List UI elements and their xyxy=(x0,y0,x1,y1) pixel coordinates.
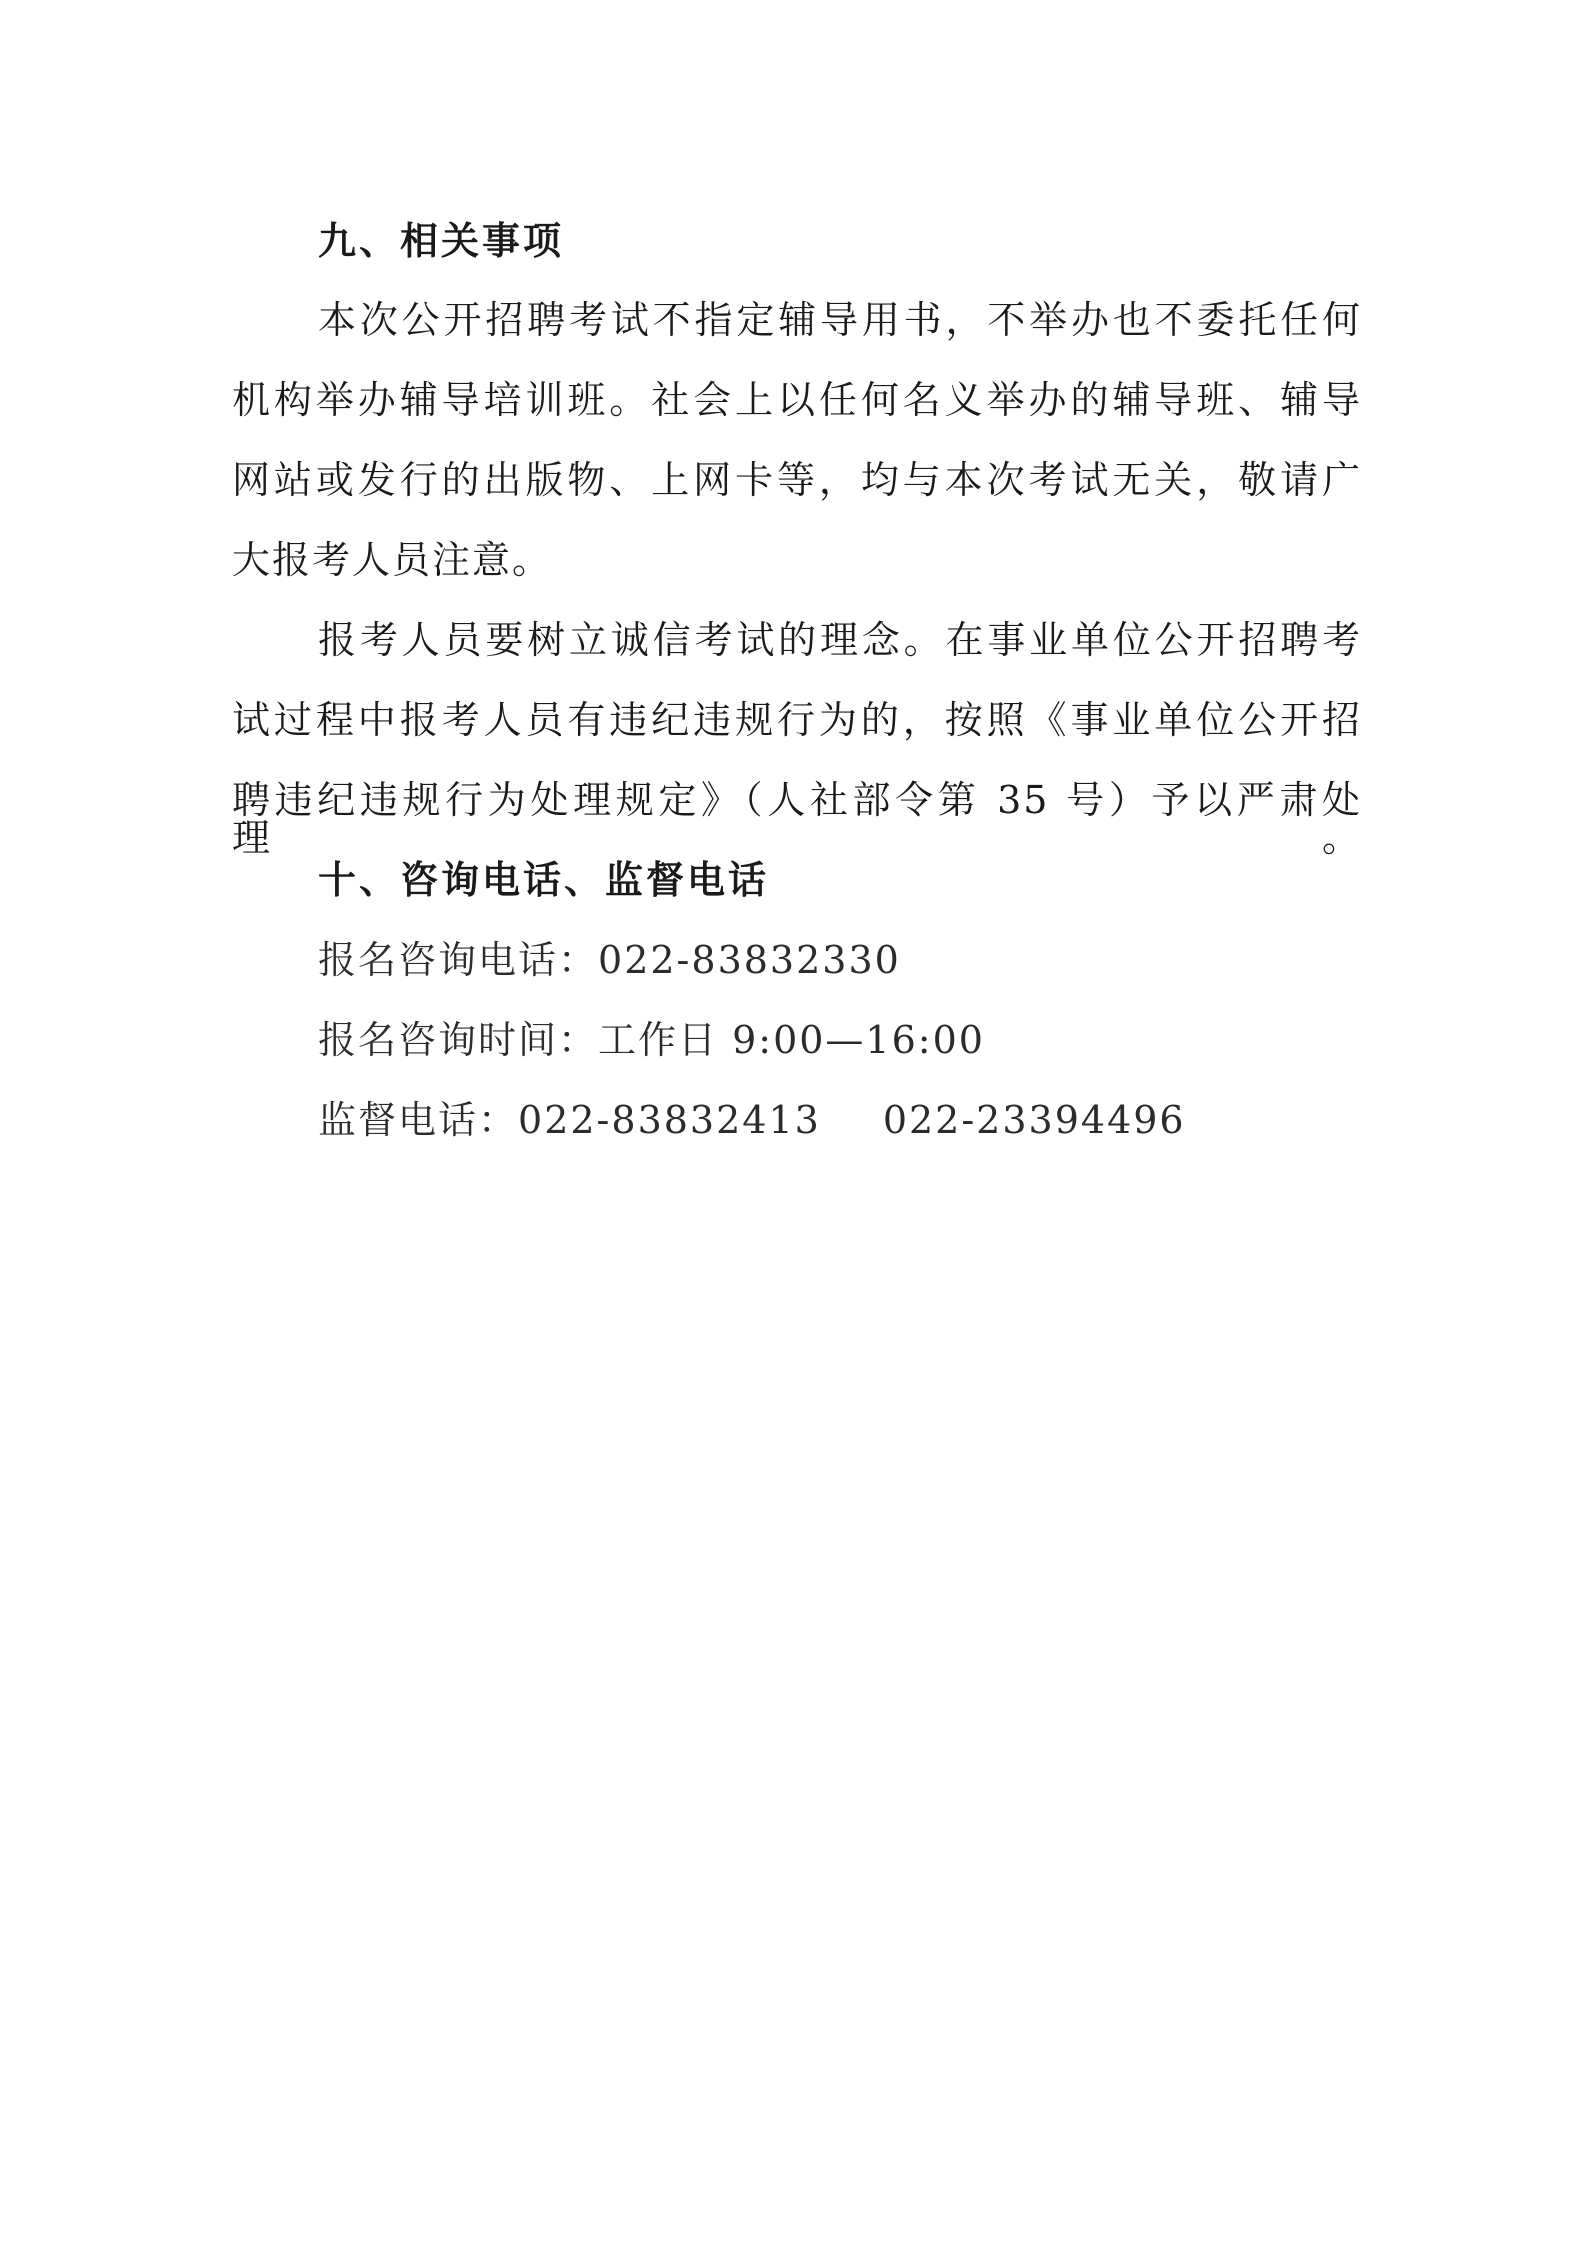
para2-line1: 报考人员要树立诚信考试的理念。在事业单位公开招聘考 xyxy=(318,618,1362,662)
phone-label: 报名咨询电话： xyxy=(318,938,599,982)
supervise-value-1: 022-83832413 xyxy=(518,1098,821,1142)
hours-label: 报名咨询时间： xyxy=(318,1018,599,1062)
para1-line3: 网站或发行的出版物、上网卡等，均与本次考试无关，敬请广 xyxy=(232,458,1362,502)
phone-value: 022-83832330 xyxy=(598,938,901,982)
para2-line3: 聘违纪违规行为处理规定》（人社部令第 35 号）予以严肃处理。 xyxy=(232,778,1362,860)
supervise-label: 监督电话： xyxy=(318,1098,519,1142)
para2-line2: 试过程中报考人员有违纪违规行为的，按照《事业单位公开招 xyxy=(232,698,1362,742)
section-10-heading: 十、咨询电话、监督电话 xyxy=(318,858,770,902)
para1-line2: 机构举办辅导培训班。社会上以任何名义举办的辅导班、辅导 xyxy=(232,378,1362,422)
section-9-heading: 九、相关事项 xyxy=(318,219,565,263)
hours-line xyxy=(318,1018,1448,1062)
supervise-value-2: 022-23394496 xyxy=(882,1098,1186,1142)
hours-value: 工作日 9:00—16:00 xyxy=(598,1018,985,1062)
phone-line xyxy=(318,938,1448,982)
para1-line1: 本次公开招聘考试不指定辅导用书，不举办也不委托任何 xyxy=(318,298,1362,342)
supervise-line xyxy=(318,1098,1448,1142)
para1-line4: 大报考人员注意。 xyxy=(232,538,553,582)
